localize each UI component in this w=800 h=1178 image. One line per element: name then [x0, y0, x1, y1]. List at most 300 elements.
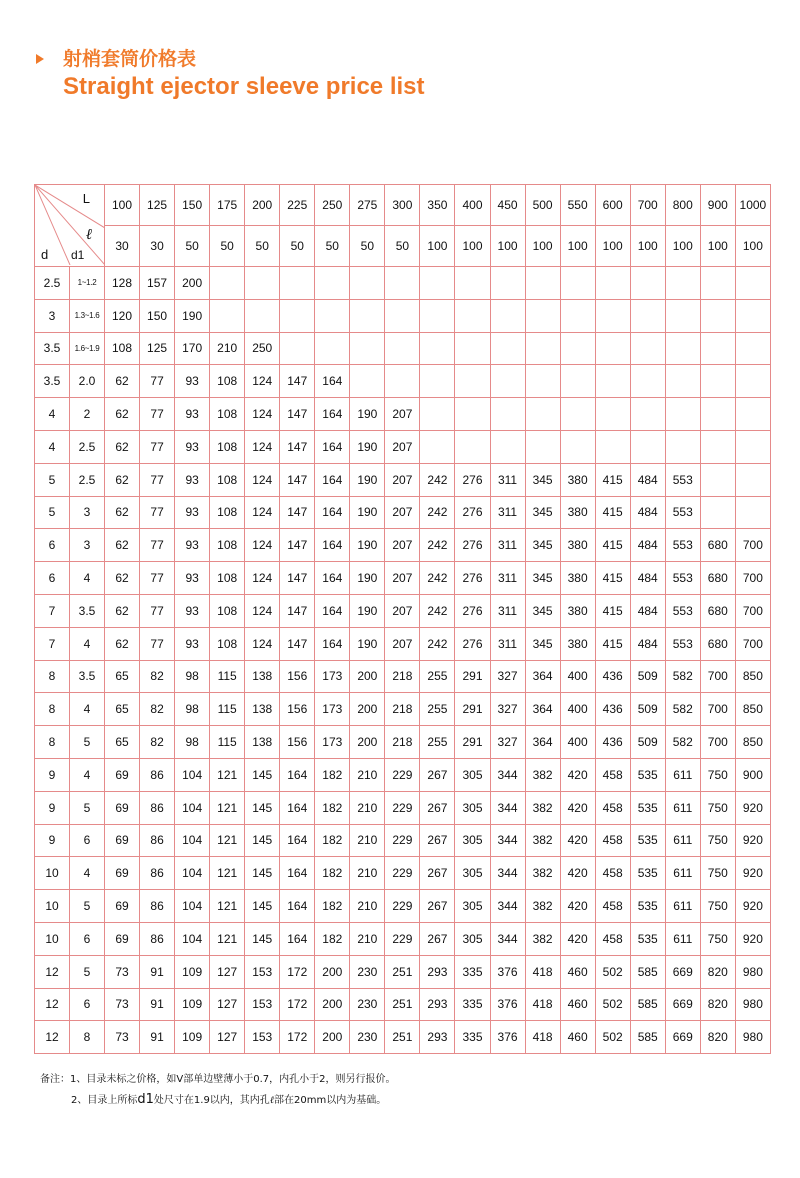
price-cell: 207: [385, 430, 420, 463]
row-d1-cell: 3.5: [70, 594, 105, 627]
price-cell: [490, 365, 525, 398]
price-cell: 700: [700, 660, 735, 693]
price-cell: 93: [175, 594, 210, 627]
price-cell: 420: [560, 758, 595, 791]
price-cell: 293: [420, 955, 455, 988]
price-cell: 418: [525, 955, 560, 988]
price-cell: 172: [280, 1021, 315, 1054]
price-cell: 98: [175, 660, 210, 693]
row-d-cell: 10: [35, 922, 70, 955]
price-cell: 147: [280, 529, 315, 562]
title-row: [36, 44, 425, 71]
row-d1-cell: 5: [70, 955, 105, 988]
price-cell: 93: [175, 430, 210, 463]
price-cell: [595, 365, 630, 398]
price-cell: 62: [105, 529, 140, 562]
price-cell: 93: [175, 496, 210, 529]
price-cell: 750: [700, 791, 735, 824]
price-cell: 200: [175, 267, 210, 300]
price-cell: 69: [105, 890, 140, 923]
price-cell: 669: [665, 955, 700, 988]
header-hole-length-cell: 50: [245, 226, 280, 267]
price-cell: 147: [280, 463, 315, 496]
price-cell: 164: [315, 398, 350, 431]
price-cell: 669: [665, 988, 700, 1021]
row-d1-cell: 3: [70, 529, 105, 562]
price-cell: 380: [560, 562, 595, 595]
header-length-cell: 300: [385, 185, 420, 226]
row-d-cell: 6: [35, 562, 70, 595]
price-cell: 104: [175, 857, 210, 890]
row-d1-cell: 4: [70, 857, 105, 890]
price-cell: 91: [140, 988, 175, 1021]
price-cell: 400: [560, 660, 595, 693]
price-cell: 153: [245, 988, 280, 1021]
price-cell: 157: [140, 267, 175, 300]
price-cell: 700: [735, 529, 770, 562]
price-cell: 229: [385, 758, 420, 791]
price-cell: 415: [595, 562, 630, 595]
price-cell: 145: [245, 890, 280, 923]
price-cell: 376: [490, 988, 525, 1021]
row-d1-cell: 1.3~1.6: [70, 299, 105, 332]
price-cell: 147: [280, 594, 315, 627]
price-cell: 77: [140, 594, 175, 627]
corner-label-d1: d1: [71, 248, 85, 262]
table-row: [35, 726, 771, 759]
price-cell: 750: [700, 824, 735, 857]
row-d1-cell: 5: [70, 890, 105, 923]
price-cell: 108: [210, 398, 245, 431]
price-cell: 164: [315, 562, 350, 595]
price-cell: 69: [105, 857, 140, 890]
price-cell: 109: [175, 1021, 210, 1054]
price-cell: 115: [210, 726, 245, 759]
price-cell: 138: [245, 693, 280, 726]
price-cell: [595, 398, 630, 431]
price-cell: 190: [350, 529, 385, 562]
price-cell: 77: [140, 463, 175, 496]
row-d-cell: 2.5: [35, 267, 70, 300]
price-cell: [630, 267, 665, 300]
header-length-cell: 175: [210, 185, 245, 226]
price-cell: 108: [210, 365, 245, 398]
note-2: [40, 1090, 395, 1111]
price-cell: [490, 267, 525, 300]
price-cell: 153: [245, 955, 280, 988]
price-cell: 86: [140, 857, 175, 890]
table-row: [35, 496, 771, 529]
price-cell: 77: [140, 496, 175, 529]
header-hole-length-cell: 100: [420, 226, 455, 267]
price-cell: [315, 332, 350, 365]
price-cell: 210: [350, 890, 385, 923]
price-cell: [245, 267, 280, 300]
price-cell: 276: [455, 529, 490, 562]
price-cell: 230: [350, 955, 385, 988]
price-cell: 420: [560, 857, 595, 890]
price-cell: 77: [140, 529, 175, 562]
row-d1-cell: 3: [70, 496, 105, 529]
price-cell: [560, 267, 595, 300]
price-cell: 458: [595, 791, 630, 824]
price-cell: 182: [315, 890, 350, 923]
price-cell: [525, 299, 560, 332]
price-cell: [595, 430, 630, 463]
row-d1-cell: 1.6~1.9: [70, 332, 105, 365]
corner-label-l: ℓ: [85, 225, 92, 243]
price-cell: 553: [665, 463, 700, 496]
price-cell: [490, 299, 525, 332]
corner-label-d: d: [41, 247, 49, 262]
row-d-cell: 8: [35, 726, 70, 759]
row-d1-cell: 5: [70, 791, 105, 824]
price-cell: 327: [490, 726, 525, 759]
price-cell: 62: [105, 365, 140, 398]
price-cell: 65: [105, 660, 140, 693]
price-cell: 242: [420, 529, 455, 562]
price-cell: [280, 267, 315, 300]
table-row: [35, 1021, 771, 1054]
price-cell: [455, 430, 490, 463]
price-cell: 125: [140, 332, 175, 365]
price-cell: [455, 398, 490, 431]
price-cell: 305: [455, 758, 490, 791]
price-cell: 145: [245, 857, 280, 890]
price-cell: 147: [280, 398, 315, 431]
header-hole-length-cell: 30: [140, 226, 175, 267]
table-row: [35, 955, 771, 988]
price-cell: 400: [560, 693, 595, 726]
price-cell: 210: [350, 857, 385, 890]
row-d-cell: 9: [35, 824, 70, 857]
price-cell: 182: [315, 857, 350, 890]
price-cell: [735, 299, 770, 332]
header-hole-length-cell: 100: [560, 226, 595, 267]
price-cell: [350, 299, 385, 332]
price-cell: 345: [525, 496, 560, 529]
price-cell: 484: [630, 496, 665, 529]
price-cell: [595, 299, 630, 332]
price-cell: 850: [735, 660, 770, 693]
table-row: [35, 430, 771, 463]
price-cell: 582: [665, 660, 700, 693]
price-cell: 415: [595, 463, 630, 496]
corner-header-cell: [35, 185, 105, 267]
price-cell: [665, 332, 700, 365]
table-row: [35, 463, 771, 496]
price-cell: 108: [210, 463, 245, 496]
price-cell: 420: [560, 824, 595, 857]
price-cell: 305: [455, 890, 490, 923]
price-cell: 700: [735, 594, 770, 627]
price-cell: 164: [315, 529, 350, 562]
price-cell: [455, 332, 490, 365]
price-cell: 145: [245, 824, 280, 857]
row-d1-cell: 5: [70, 726, 105, 759]
price-cell: 190: [350, 627, 385, 660]
header-hole-length-cell: 100: [490, 226, 525, 267]
price-cell: [350, 267, 385, 300]
price-cell: [700, 398, 735, 431]
price-cell: 582: [665, 726, 700, 759]
price-cell: 920: [735, 890, 770, 923]
price-cell: 344: [490, 922, 525, 955]
price-cell: 124: [245, 562, 280, 595]
price-cell: 229: [385, 857, 420, 890]
price-cell: 850: [735, 726, 770, 759]
price-cell: 436: [595, 660, 630, 693]
price-cell: 164: [280, 857, 315, 890]
price-cell: 276: [455, 496, 490, 529]
price-cell: [490, 332, 525, 365]
price-cell: 172: [280, 988, 315, 1021]
note-2-part-a: 2、目录上所标: [71, 1095, 138, 1106]
triangle-bullet-icon: [36, 54, 44, 64]
price-cell: 458: [595, 890, 630, 923]
price-cell: 291: [455, 726, 490, 759]
price-cell: 170: [175, 332, 210, 365]
price-cell: [420, 365, 455, 398]
price-cell: 327: [490, 660, 525, 693]
price-cell: 210: [350, 758, 385, 791]
header-length-cell: 700: [630, 185, 665, 226]
price-cell: 124: [245, 398, 280, 431]
price-cell: 164: [280, 791, 315, 824]
price-cell: 121: [210, 758, 245, 791]
price-cell: 611: [665, 791, 700, 824]
price-cell: 93: [175, 398, 210, 431]
price-cell: [735, 430, 770, 463]
price-cell: 109: [175, 988, 210, 1021]
price-cell: 376: [490, 955, 525, 988]
price-cell: 86: [140, 758, 175, 791]
price-cell: 582: [665, 693, 700, 726]
price-cell: 104: [175, 824, 210, 857]
price-cell: 700: [700, 693, 735, 726]
price-cell: [595, 332, 630, 365]
price-cell: 418: [525, 1021, 560, 1054]
price-cell: 415: [595, 594, 630, 627]
title-chinese: 射梢套筒价格表: [63, 48, 197, 70]
price-cell: 115: [210, 693, 245, 726]
price-cell: 62: [105, 463, 140, 496]
price-cell: 145: [245, 791, 280, 824]
price-cell: [420, 332, 455, 365]
row-d1-cell: 4: [70, 627, 105, 660]
row-d-cell: 9: [35, 791, 70, 824]
price-cell: 200: [350, 660, 385, 693]
price-cell: [350, 332, 385, 365]
row-d-cell: 3.5: [35, 365, 70, 398]
price-cell: 121: [210, 791, 245, 824]
row-d1-cell: 4: [70, 562, 105, 595]
price-cell: 82: [140, 726, 175, 759]
row-d-cell: 8: [35, 660, 70, 693]
price-cell: 73: [105, 988, 140, 1021]
price-cell: 535: [630, 857, 665, 890]
price-cell: 138: [245, 726, 280, 759]
price-cell: 207: [385, 529, 420, 562]
price-cell: [420, 267, 455, 300]
price-cell: 820: [700, 1021, 735, 1054]
price-cell: [700, 332, 735, 365]
price-cell: 267: [420, 791, 455, 824]
note-2-part-e: 部在20mm以内为基础。: [273, 1095, 387, 1106]
price-cell: 267: [420, 890, 455, 923]
price-cell: 920: [735, 824, 770, 857]
price-cell: 77: [140, 627, 175, 660]
price-cell: [630, 365, 665, 398]
header-length-cell: 275: [350, 185, 385, 226]
price-cell: [560, 430, 595, 463]
price-cell: 120: [105, 299, 140, 332]
price-cell: [420, 430, 455, 463]
header-hole-length-cell: 50: [175, 226, 210, 267]
price-cell: 190: [350, 496, 385, 529]
price-cell: 65: [105, 693, 140, 726]
price-cell: [630, 430, 665, 463]
price-cell: 344: [490, 857, 525, 890]
price-cell: 700: [735, 627, 770, 660]
header-hole-length-cell: 100: [595, 226, 630, 267]
price-cell: [525, 398, 560, 431]
price-cell: 128: [105, 267, 140, 300]
price-cell: 345: [525, 562, 560, 595]
price-cell: [525, 430, 560, 463]
price-cell: 104: [175, 922, 210, 955]
price-cell: 65: [105, 726, 140, 759]
price-cell: 108: [210, 529, 245, 562]
price-cell: 820: [700, 955, 735, 988]
row-d1-cell: 6: [70, 824, 105, 857]
header-length-cell: 800: [665, 185, 700, 226]
price-cell: 200: [350, 726, 385, 759]
price-cell: 535: [630, 824, 665, 857]
price-cell: 436: [595, 726, 630, 759]
price-cell: 164: [280, 890, 315, 923]
price-cell: 291: [455, 660, 490, 693]
price-cell: 124: [245, 627, 280, 660]
row-d1-cell: 8: [70, 1021, 105, 1054]
price-cell: 62: [105, 594, 140, 627]
price-cell: 460: [560, 955, 595, 988]
price-cell: 267: [420, 922, 455, 955]
price-cell: 344: [490, 890, 525, 923]
price-cell: 382: [525, 857, 560, 890]
header-length-cell: 600: [595, 185, 630, 226]
price-cell: 190: [175, 299, 210, 332]
price-cell: [560, 299, 595, 332]
price-cell: [665, 430, 700, 463]
price-cell: 255: [420, 660, 455, 693]
price-cell: 820: [700, 988, 735, 1021]
price-cell: 344: [490, 791, 525, 824]
price-cell: 156: [280, 693, 315, 726]
price-cell: [525, 365, 560, 398]
price-cell: 62: [105, 496, 140, 529]
price-cell: 382: [525, 758, 560, 791]
price-cell: [525, 267, 560, 300]
table-row: [35, 365, 771, 398]
header-row-L: [35, 185, 771, 226]
header-hole-length-cell: 100: [735, 226, 770, 267]
price-cell: [385, 299, 420, 332]
header-length-cell: 550: [560, 185, 595, 226]
price-cell: [560, 365, 595, 398]
price-cell: 229: [385, 922, 420, 955]
price-cell: 680: [700, 529, 735, 562]
table-row: [35, 890, 771, 923]
header-length-cell: 225: [280, 185, 315, 226]
price-cell: 124: [245, 365, 280, 398]
price-cell: 164: [315, 463, 350, 496]
table-row: [35, 824, 771, 857]
price-cell: 210: [350, 922, 385, 955]
header-length-cell: 500: [525, 185, 560, 226]
price-cell: 305: [455, 857, 490, 890]
price-cell: 920: [735, 791, 770, 824]
price-cell: 611: [665, 890, 700, 923]
price-cell: 345: [525, 529, 560, 562]
table-row: [35, 857, 771, 890]
row-d-cell: 8: [35, 693, 70, 726]
price-cell: 293: [420, 1021, 455, 1054]
price-cell: 200: [315, 955, 350, 988]
price-cell: 553: [665, 529, 700, 562]
price-cell: [735, 398, 770, 431]
price-cell: 62: [105, 562, 140, 595]
price-cell: 553: [665, 627, 700, 660]
price-cell: [560, 332, 595, 365]
table-row: [35, 660, 771, 693]
header-hole-length-cell: 50: [315, 226, 350, 267]
price-cell: 380: [560, 594, 595, 627]
table-row: [35, 627, 771, 660]
price-cell: 305: [455, 791, 490, 824]
price-cell: 124: [245, 430, 280, 463]
price-cell: 164: [315, 627, 350, 660]
row-d-cell: 10: [35, 857, 70, 890]
price-cell: 69: [105, 758, 140, 791]
row-d-cell: 7: [35, 627, 70, 660]
price-cell: 345: [525, 594, 560, 627]
price-cell: [420, 299, 455, 332]
table-row: [35, 594, 771, 627]
price-cell: 380: [560, 627, 595, 660]
price-cell: 172: [280, 955, 315, 988]
price-cell: 311: [490, 463, 525, 496]
price-cell: 164: [280, 922, 315, 955]
header-length-cell: 1000: [735, 185, 770, 226]
price-cell: 207: [385, 463, 420, 496]
price-cell: 242: [420, 627, 455, 660]
price-cell: 104: [175, 791, 210, 824]
price-cell: 311: [490, 529, 525, 562]
row-d-cell: 5: [35, 496, 70, 529]
price-cell: 750: [700, 890, 735, 923]
price-cell: [525, 332, 560, 365]
price-cell: 502: [595, 1021, 630, 1054]
price-cell: 382: [525, 824, 560, 857]
table-row: [35, 267, 771, 300]
price-cell: [490, 430, 525, 463]
price-cell: 93: [175, 365, 210, 398]
price-cell: 415: [595, 627, 630, 660]
price-cell: 680: [700, 627, 735, 660]
price-cell: 164: [315, 365, 350, 398]
price-cell: 86: [140, 890, 175, 923]
